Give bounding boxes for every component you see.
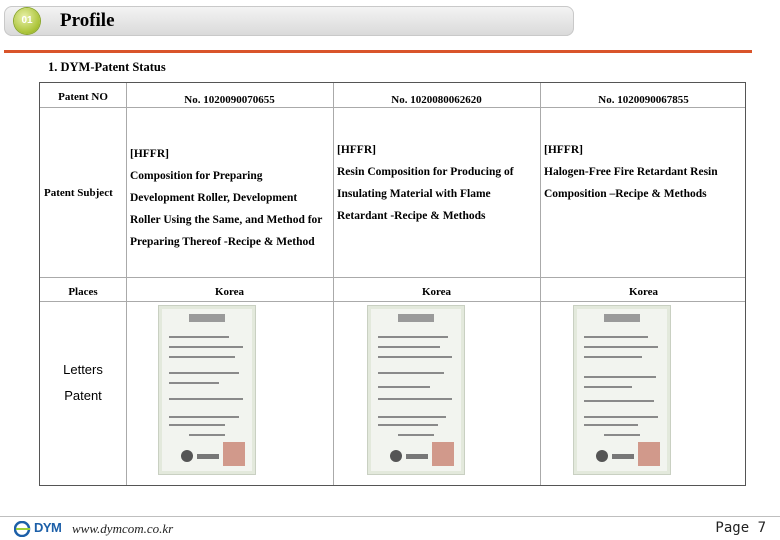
dym-logo-icon: [14, 521, 32, 537]
letters-patent-line: Letters: [63, 362, 103, 377]
subject-line: [HFFR]: [337, 144, 376, 156]
patent-certificate-image-1: [158, 305, 256, 475]
subject-line: Halogen-Free Fire Retardant Resin: [544, 166, 718, 178]
patent-number-1: No. 1020090070655: [184, 94, 275, 106]
subject-line: Resin Composition for Producing of: [337, 166, 514, 178]
section-badge-icon: [14, 8, 40, 34]
patent-subject-2: [337, 139, 542, 227]
patent-certificate-image-2: [367, 305, 465, 475]
table-divider: [40, 301, 745, 302]
subject-line: [HFFR]: [130, 148, 169, 160]
place-1: Korea: [214, 286, 245, 298]
page-title: Profile: [60, 10, 115, 31]
subject-line: Retardant -Recipe & Methods: [337, 210, 486, 222]
patent-number-3: No. 1020090067855: [598, 94, 689, 106]
subject-line: Preparing Thereof -Recipe & Method: [130, 236, 315, 248]
patent-number-2: No. 1020080062620: [391, 94, 482, 106]
place-2: Korea: [421, 286, 452, 298]
place-3: Korea: [628, 286, 659, 298]
patent-subject-3: [544, 139, 749, 205]
header-divider: [4, 50, 752, 53]
table-divider: [40, 277, 745, 278]
page-number: Page 7: [715, 520, 766, 536]
row-label-patent-no: Patent NO: [58, 91, 108, 103]
section-badge-number: 01: [21, 15, 33, 26]
patent-subject-1: [130, 143, 335, 253]
subject-line: [HFFR]: [544, 144, 583, 156]
patent-status-table: [39, 82, 746, 486]
website-url: www.dymcom.co.kr: [72, 521, 174, 536]
subject-line: Composition for Preparing: [130, 170, 263, 182]
table-divider: [40, 107, 745, 108]
section-heading: 1. DYM-Patent Status: [48, 60, 166, 74]
footer-divider: [0, 516, 780, 517]
subject-line: Composition –Recipe & Methods: [544, 188, 707, 200]
row-label-letters-patent: [40, 357, 126, 409]
company-logo-text: DYM: [34, 520, 62, 535]
table-divider: [126, 83, 127, 485]
letters-patent-line: Patent: [64, 388, 102, 403]
row-label-places: Places: [68, 286, 98, 298]
row-label-patent-subject: Patent Subject: [44, 187, 113, 199]
subject-line: Insulating Material with Flame: [337, 188, 491, 200]
subject-line: Development Roller, Development: [130, 192, 298, 204]
subject-line: Roller Using the Same, and Method for: [130, 214, 323, 226]
patent-certificate-image-3: [573, 305, 671, 475]
